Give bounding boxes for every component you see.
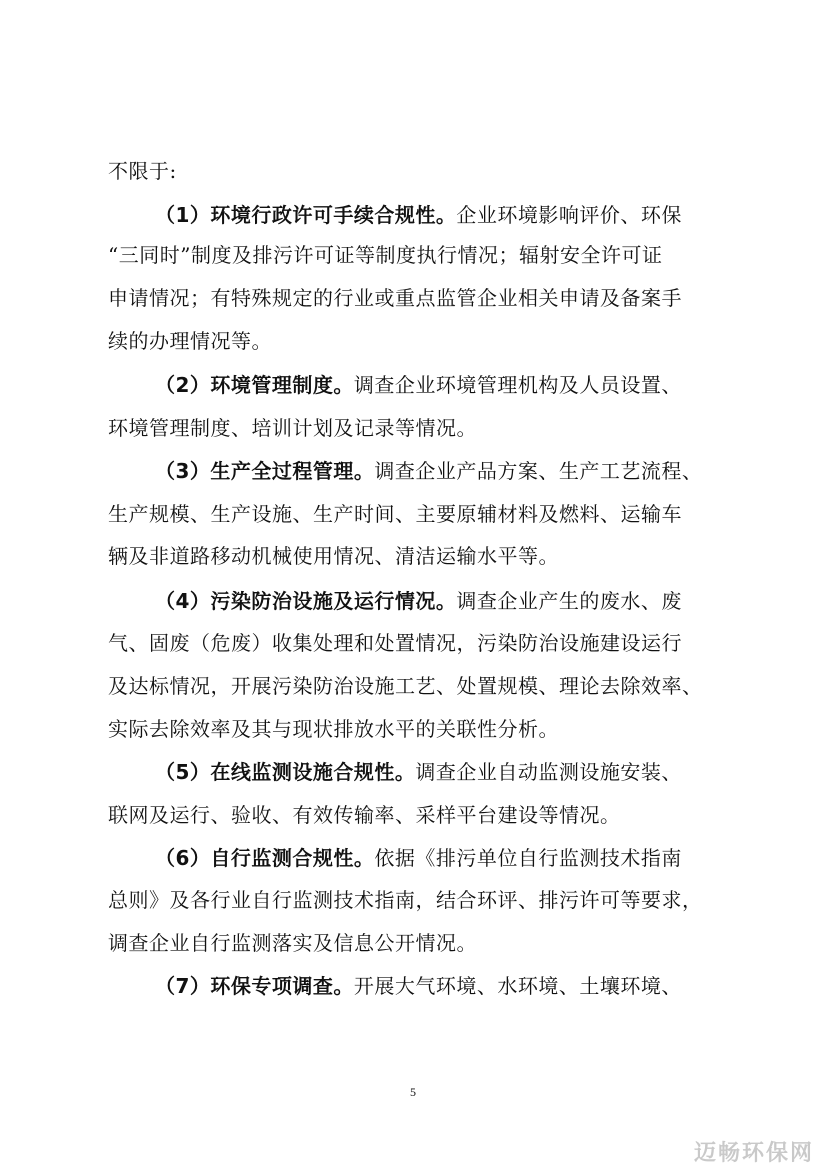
section-heading-4: （4）污染防治设施及运行情况。	[155, 589, 457, 613]
section-heading-6: （6）自行监测合规性。	[155, 846, 375, 870]
text-line-2: （1）环境行政许可手续合规性。企业环境影响评价、环保	[155, 203, 682, 227]
text-line-3: “三同时”制度及排污许可证等制度执行情况；辐射安全许可证	[108, 243, 663, 267]
text-line-13: 及达标情况，开展污染防治设施工艺、处置规模、理论去除效率、	[108, 674, 703, 698]
text-line-12: 气、固废（危废）收集处理和处置情况，污染防治设施建设运行	[108, 631, 682, 655]
page-number: 5	[410, 1085, 416, 1099]
text-line-14: 实际去除效率及其与现状排放水平的关联性分析。	[108, 717, 559, 741]
section-heading-3: （3）生产全过程管理。	[155, 459, 375, 483]
text-line-19: 调查企业自行监测落实及信息公开情况。	[108, 931, 477, 955]
text-line-7: 环境管理制度、培训计划及记录等情况。	[108, 416, 477, 440]
text-line-6: （2）环境管理制度。调查企业环境管理机构及人员设置、	[155, 373, 682, 397]
text-line-8: （3）生产全过程管理。调查企业产品方案、生产工艺流程、	[155, 459, 703, 483]
text-line-17: （6）自行监测合规性。依据《排污单位自行监测技术指南	[155, 846, 682, 870]
section-heading-7: （7）环保专项调查。	[155, 974, 354, 998]
text-line-9: 生产规模、生产设施、生产时间、主要原辅材料及燃料、运输车	[108, 502, 682, 526]
text-line-5: 续的办理情况等。	[108, 329, 272, 353]
section-heading-2: （2）环境管理制度。	[155, 373, 354, 397]
section-heading-1: （1）环境行政许可手续合规性。	[155, 203, 457, 227]
text-line-10: 辆及非道路移动机械使用情况、清洁运输水平等。	[108, 544, 559, 568]
watermark-logo: 迈畅环保网	[693, 1141, 814, 1166]
text-line-1: 不限于:	[108, 159, 177, 183]
text-line-4: 申请情况；有特殊规定的行业或重点监管企业相关申请及备案手	[108, 286, 682, 310]
text-line-16: 联网及运行、验收、有效传输率、采样平台建设等情况。	[108, 803, 621, 827]
text-line-18: 总则》及各行业自行监测技术指南，结合环评、排污许可等要求，	[108, 888, 703, 912]
section-heading-5: （5）在线监测设施合规性。	[155, 760, 416, 784]
text-line-15: （5）在线监测设施合规性。调查企业自动监测设施安装、	[155, 760, 682, 784]
text-line-11: （4）污染防治设施及运行情况。调查企业产生的废水、废	[155, 589, 682, 613]
text-line-20: （7）环保专项调查。开展大气环境、水环境、土壤环境、	[155, 974, 682, 998]
